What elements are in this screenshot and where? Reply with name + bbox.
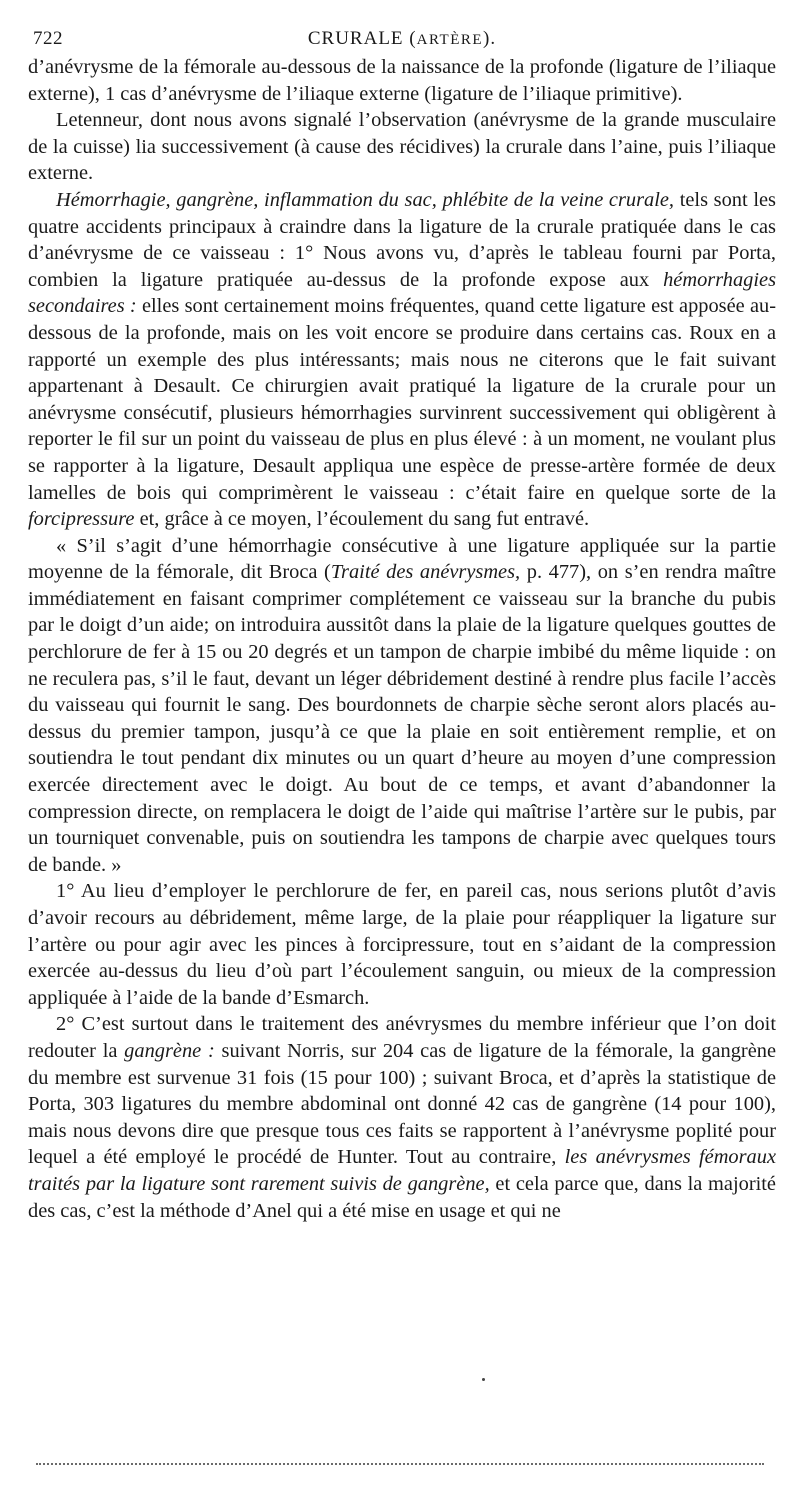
running-title-end: ). <box>483 28 497 49</box>
paragraph-p4 <box>28 533 776 879</box>
text-run: tels sont les quatre accidents principaux à craindre dans la ligature de la crurale pratiquée dans le cas d’anévrysme de ce vaisseau : 1° Nous avons vu, d’après le tableau fourni par Porta, combien la ligature pratiquée au-dessus de la profonde expose aux <box>28 188 776 291</box>
text-run: Letenneur, dont nous avons signalé l’observation (anévrysme de la grande musculaire de la cuisse) lia successivement (à cause des récidives) la crurale dans l’aine, puis l’iliaque externe. <box>28 109 776 185</box>
italic-text: gangrène : <box>124 1039 215 1062</box>
paragraph-p6 <box>28 1011 776 1224</box>
running-head <box>28 24 776 54</box>
text-run: et, grâce à ce moyen, l’écoulement du sang fut entravé. <box>134 508 590 531</box>
page-number: 722 <box>33 28 63 49</box>
paragraph-p5 <box>28 878 776 1011</box>
italic-text: forcipressure <box>28 508 135 531</box>
italic-text: hémorrhagies secondaires : <box>28 268 776 318</box>
paragraph-p1 <box>28 54 776 107</box>
italic-text: Traité des anévrysmes, <box>330 561 521 584</box>
text-run: « S’il s’agit d’une hémorrhagie consécutive à une ligature appliquée sur la partie moyenne de la fémorale, dit Broca ( <box>28 534 776 584</box>
paragraph-p3 <box>28 187 776 533</box>
stray-ink-mark <box>482 1378 485 1381</box>
italic-text: Hémorrhagie, gangrène, inflammation du sac, phlébite de la veine crurale, <box>56 188 675 211</box>
running-title <box>28 28 776 50</box>
text-run: suivant Norris, sur 204 cas de ligature de la fémorale, la gangrène du membre est survenue 31 fois (15 pour 100) ; suivant Broca, et d’après la statistique de Porta, 303 ligatures du membre abdominal ont donné 42 cas de gangrène (14 pour 100), mais nous devons dire que presque tous ces faits se rapportent à l’anévrysme poplité pour lequel a été employé le procédé de Hunter. Tout au contraire, <box>28 1039 777 1169</box>
text-run: d’anévrysme de la fémorale au-dessous de la naissance de la profonde (ligature de l’iliaque externe), 1 cas d’anévrysme de l’iliaque externe (ligature de l’iliaque primitive). <box>28 56 776 105</box>
text-run: p. 477), on s’en rendra maître immédiatement en faisant comprimer complétement ce vaisseau sur la branche du pubis par le doigt d’un aide; on introduira aussitôt dans la plaie de la ligature quelques gouttes de perchlorure de fer à 15 ou 20 degrés et un tampon de charpie imbibé du même liquide : on ne reculera pas, s’il le faut, devant un léger débridement destiné à rendre plus facile l’accès du vaisseau qui fournit le sang. Des bourdonnets de charpie sèche seront alors placés au-dessus du premier tampon, jusqu’à ce que la plaie en soit entièrement remplie, et on soutiendra le tout pendant dix minutes ou un quart d’heure au moyen d’une compression exercée directement avec le doigt. Au bout de ce temps, et avant d’abandonner la compression directe, on remplacera le doigt de l’aide qui maîtrise l’artère sur le pubis, par un tourniquet convenable, puis on soutiendra les tampons de charpie avec quelques tours de bande. » <box>28 561 777 876</box>
footer-dotted-rule <box>36 1463 764 1465</box>
text-run: et cela parce que, dans la majorité des cas, c’est la méthode d’Anel qui a été mise en usage et qui ne <box>28 1172 776 1222</box>
text-run: 2° C’est surtout dans le traitement des anévrysmes du membre inférieur que l’on doit redouter la <box>28 1013 776 1062</box>
body-text <box>28 54 776 1224</box>
text-run: 1° Au lieu d’employer le perchlorure de fer, en pareil cas, nous serions plutôt d’avis d’avoir recours au débridement, même large, de la plaie pour réappliquer la ligature sur l’artère ou pour agir avec les pinces à forcipressure, tout en s’aidant de la compression exercée au-dessus du lieu d’où part l’écoulement sanguin, ou mieux de la compression appliquée à l’aide de la bande d’Esmarch. <box>28 880 776 1009</box>
running-title-sub: ARTÈRE <box>416 32 484 48</box>
book-page <box>28 24 776 1224</box>
paragraph-p2 <box>28 107 776 187</box>
italic-text: les anévrysmes fémoraux traités par la ligature sont rarement suivis de gangrène, <box>28 1146 776 1195</box>
text-run: elles sont certainement moins fréquentes, quand cette ligature est apposée au-dessous de la profonde, mais on les voit encore se produire dans certains cas. Roux en a rapporté un exemple des plus intéressants; mais nous ne citerons que le fait suivant appartenant à Desault. Ce chirurgien avait pratiqué la ligature de la crurale pour un anévrysme consécutif, plusieurs hémorrhagies survinrent successivement qui obligèrent à reporter le fil sur un point du vaisseau de plus en plus élevé : à un moment, ne voulant plus se rapporter à la ligature, Desault appliqua une espèce de presse-artère formée de deux lamelles de bois qui comprimèrent le vaisseau : c’était faire en quelque sorte de la <box>28 295 776 504</box>
running-title-main: CRURALE ( <box>307 28 417 49</box>
